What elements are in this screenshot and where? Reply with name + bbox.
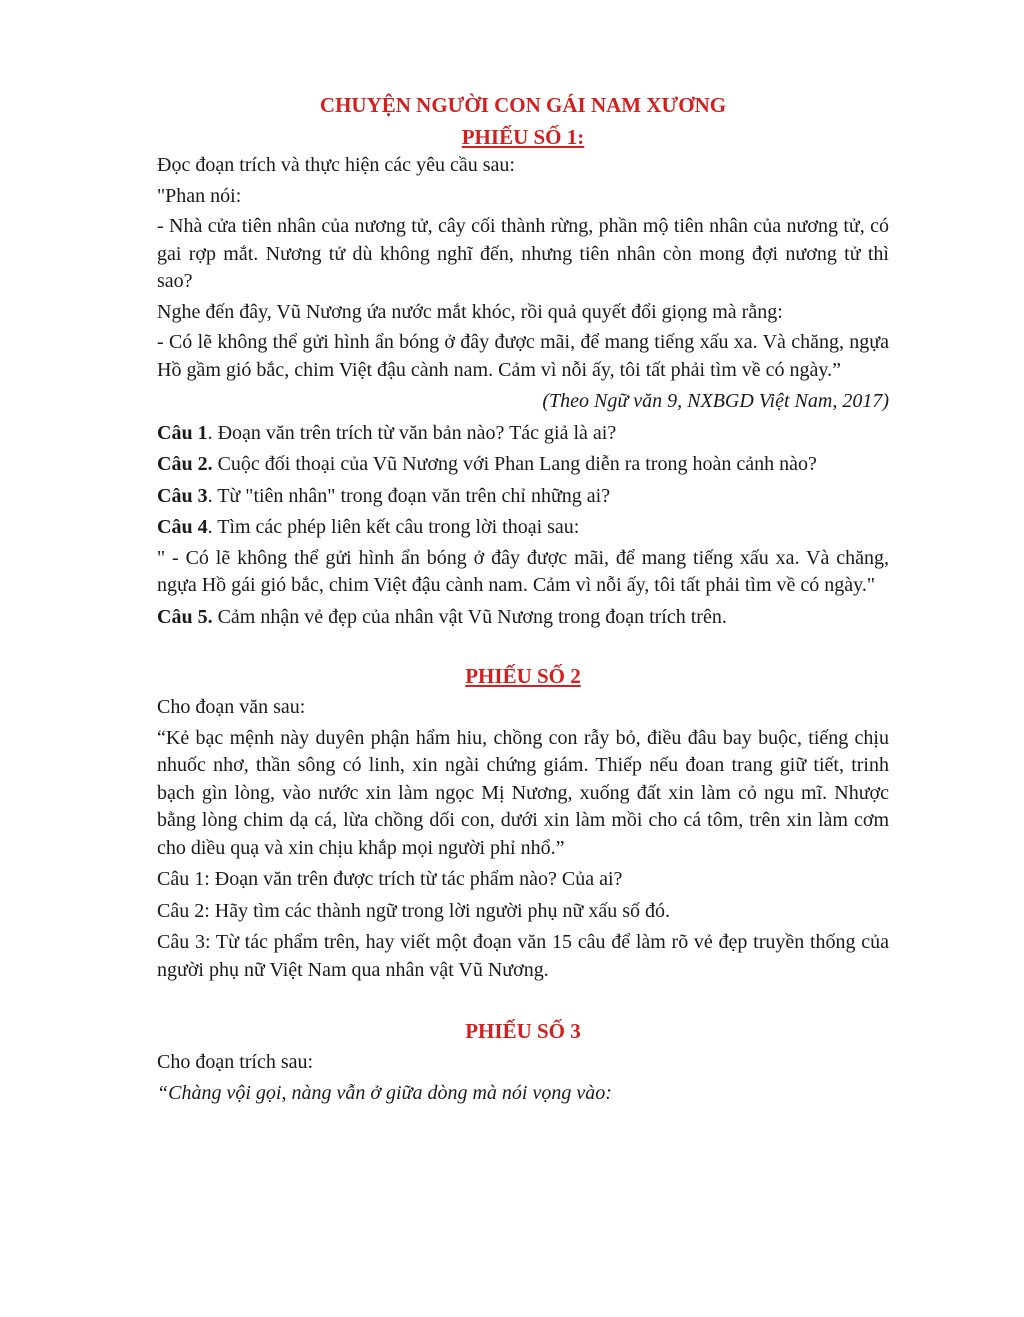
question-text: Cảm nhận vẻ đẹp của nhân vật Vũ Nương trong đoạn trích trên. bbox=[212, 605, 727, 628]
dialogue-quote: " - Có lẽ không thể gửi hình ẩn bóng ở đây được mãi, để mang tiếng xấu xa. Và chăng, ngựa Hồ gái gió bắc, chim Việt đậu cành nam. Cảm vì nỗi ấy, tôi tất phải tìm về có ngày." bbox=[157, 546, 889, 596]
sheet-1-heading-text: PHIẾU SỐ 1: bbox=[461, 125, 585, 149]
sheet-2-passage: “Kẻ bạc mệnh này duyên phận hẩm hiu, chồng con rẫy bỏ, điều đâu bay buộc, tiếng chịu nhuốc nhơ, thần sông có linh, xin ngài chứng giám. Thiếp nếu đoan trang giữ tiết, trinh bạch gìn lòng, vào nước xin làm ngọc Mị Nương, xuống đất xin làm cỏ ngu mĩ. Nhược bằng lòng chim dạ cá, lừa chồng dối con, dưới xin làm mồi cho cá tôm, trên xin làm cơm cho diều quạ và xin chịu khắp mọi người phỉ nhổ.” bbox=[157, 726, 889, 859]
question-label: Câu 3 bbox=[157, 484, 208, 507]
sheet-3-intro: Cho đoạn trích sau: bbox=[157, 1051, 314, 1073]
sheet-2-intro: Cho đoạn văn sau: bbox=[157, 696, 306, 718]
question-5 bbox=[157, 604, 889, 632]
sheet-1 bbox=[157, 122, 889, 631]
question-3 bbox=[157, 483, 889, 511]
question-text: . Đoạn văn trên trích từ văn bản nào? Tác giả là ai? bbox=[207, 421, 617, 444]
sheet-2-question-2: Câu 2: Hãy tìm các thành ngữ trong lời người phụ nữ xấu số đó. bbox=[157, 899, 671, 922]
sheet-3 bbox=[157, 1016, 889, 1107]
sheet-2-heading-text: PHIẾU SỐ 2 bbox=[465, 664, 581, 688]
question-text: . Tìm các phép liên kết câu trong lời thoại sau: bbox=[207, 516, 580, 538]
sheet-3-quote: “Chàng vội gọi, nàng vẫn ở giữa dòng mà nói vọng vào: bbox=[157, 1081, 612, 1104]
question-label: Câu 1 bbox=[157, 421, 208, 444]
sheet-1-intro: Đọc đoạn trích và thực hiện các yêu cầu sau: bbox=[157, 154, 515, 176]
passage-line: "Phan nói: bbox=[157, 184, 242, 207]
passage-line: - Có lẽ không thể gửi hình ẩn bóng ở đây được mãi, để mang tiếng xấu xa. Và chăng, ngựa Hồ gầm gió bắc, chim Việt đậu cành nam. Cảm vì nỗi ấy, tôi tất phải tìm về có ngày.” bbox=[157, 331, 889, 381]
question-label: Câu 4 bbox=[157, 516, 208, 538]
sheet-3-heading: PHIẾU SỐ 3 bbox=[465, 1019, 581, 1043]
sheet-1-heading bbox=[157, 122, 889, 152]
passage-line: Nghe đến đây, Vũ Nương ứa nước mắt khóc, rồi quả quyết đổi giọng mà rằng: bbox=[157, 300, 783, 323]
question-2 bbox=[157, 451, 889, 479]
passage-line: - Nhà cửa tiên nhân của nương tử, cây cối thành rừng, phần mộ tiên nhân của nương tử, có gai rợp mắt. Nương tử dù không nghĩ đến, nhưng tiên nhân còn mong đợi nương tử thì sao? bbox=[157, 215, 889, 292]
sheet-2 bbox=[157, 661, 889, 984]
sheet-2-heading bbox=[157, 661, 889, 691]
document-content bbox=[157, 88, 889, 1107]
sheet-2-question-3: Câu 3: Từ tác phẩm trên, hay viết một đoạn văn 15 câu để làm rõ vẻ đẹp truyền thống của người phụ nữ Việt Nam qua nhân vật Vũ Nương. bbox=[157, 931, 889, 981]
question-4 bbox=[157, 514, 889, 542]
section-spacer bbox=[157, 631, 889, 661]
section-spacer bbox=[157, 984, 889, 1016]
question-label: Câu 5. bbox=[157, 605, 213, 628]
sheet-2-question-1: Câu 1: Đoạn văn trên được trích từ tác phẩm nào? Của ai? bbox=[157, 868, 623, 890]
source-citation: (Theo Ngữ văn 9, NXBGD Việt Nam, 2017) bbox=[542, 390, 889, 412]
question-text: Cuộc đối thoại của Vũ Nương với Phan Lang diễn ra trong hoàn cảnh nào? bbox=[212, 453, 817, 475]
question-label: Câu 2. bbox=[157, 453, 213, 475]
question-text: . Từ "tiên nhân" trong đoạn văn trên chỉ những ai? bbox=[207, 484, 611, 507]
question-1 bbox=[157, 420, 889, 448]
document-title: CHUYỆN NGƯỜI CON GÁI NAM XƯƠNG bbox=[319, 93, 727, 117]
